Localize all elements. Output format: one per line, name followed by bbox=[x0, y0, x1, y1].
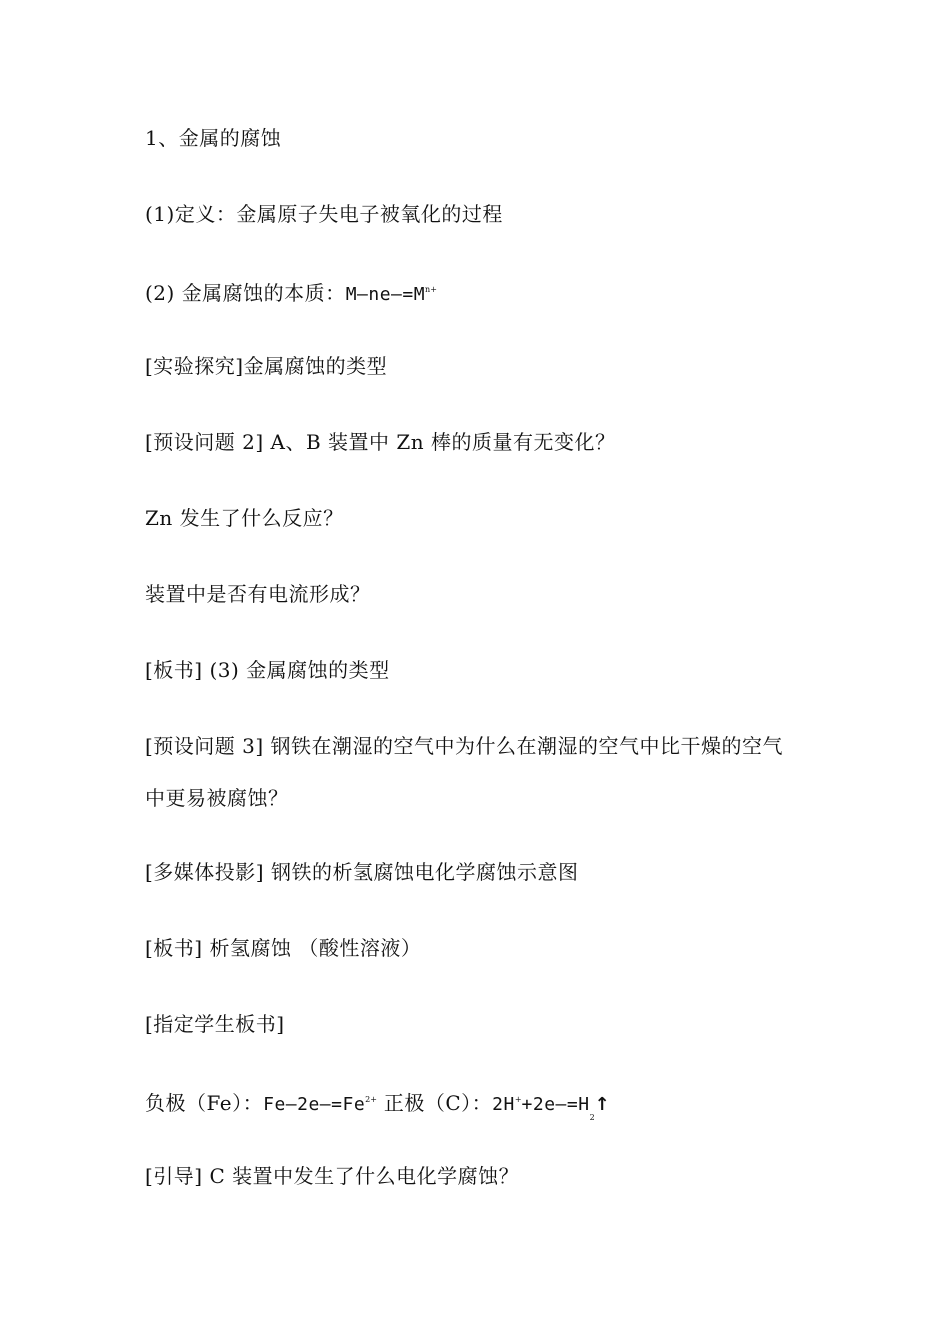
negative-electrode-formula: Fe—2e–=Fe bbox=[263, 1094, 366, 1115]
positive-electrode-subscript: 2 bbox=[589, 1113, 595, 1122]
essence-formula: M—ne–=M bbox=[345, 284, 426, 305]
positive-electrode-label: 正极（C）： bbox=[376, 1091, 493, 1115]
definition-line: (1)定义：金属原子失电子被氧化的过程 bbox=[145, 202, 503, 226]
electrode-equation-line bbox=[145, 1088, 610, 1130]
essence-line bbox=[145, 278, 437, 307]
question-3-line: [预设问题 3] 钢铁在潮湿的空气中为什么在潮湿的空气中比干燥的空气 bbox=[145, 734, 784, 758]
negative-electrode-label: 负极（Fe）： bbox=[145, 1091, 264, 1115]
zn-reaction-line: Zn 发生了什么反应？ bbox=[145, 506, 344, 530]
positive-electrode-superscript: + bbox=[514, 1095, 522, 1104]
experiment-line: [实验探究]金属腐蚀的类型 bbox=[145, 354, 388, 378]
current-question-line: 装置中是否有电流形成？ bbox=[145, 582, 371, 606]
hydrogen-corrosion-line: [板书] 析氢腐蚀 （酸性溶液） bbox=[145, 936, 422, 960]
question-2-line: [预设问题 2] A、B 装置中 Zn 棒的质量有无变化？ bbox=[145, 430, 616, 454]
section-heading: 1、金属的腐蚀 bbox=[145, 126, 282, 150]
gas-up-arrow-icon: ↑ bbox=[594, 1094, 611, 1115]
essence-prefix: (2) 金属腐蚀的本质： bbox=[145, 281, 346, 305]
blackboard-types-line: [板书] (3) 金属腐蚀的类型 bbox=[145, 658, 390, 682]
essence-formula-superscript: n+ bbox=[425, 285, 437, 294]
question-3-continuation: 中更易被腐蚀？ bbox=[145, 786, 289, 810]
multimedia-line: [多媒体投影] 钢铁的析氢腐蚀电化学腐蚀示意图 bbox=[145, 860, 579, 884]
student-board-line: [指定学生板书] bbox=[145, 1012, 285, 1036]
positive-electrode-formula-a: 2H bbox=[492, 1094, 515, 1115]
negative-electrode-superscript: 2+ bbox=[365, 1095, 377, 1104]
positive-electrode-formula-b: +2e–=H bbox=[521, 1094, 590, 1115]
guidance-line: [引导] C 装置中发生了什么电化学腐蚀？ bbox=[145, 1164, 520, 1188]
